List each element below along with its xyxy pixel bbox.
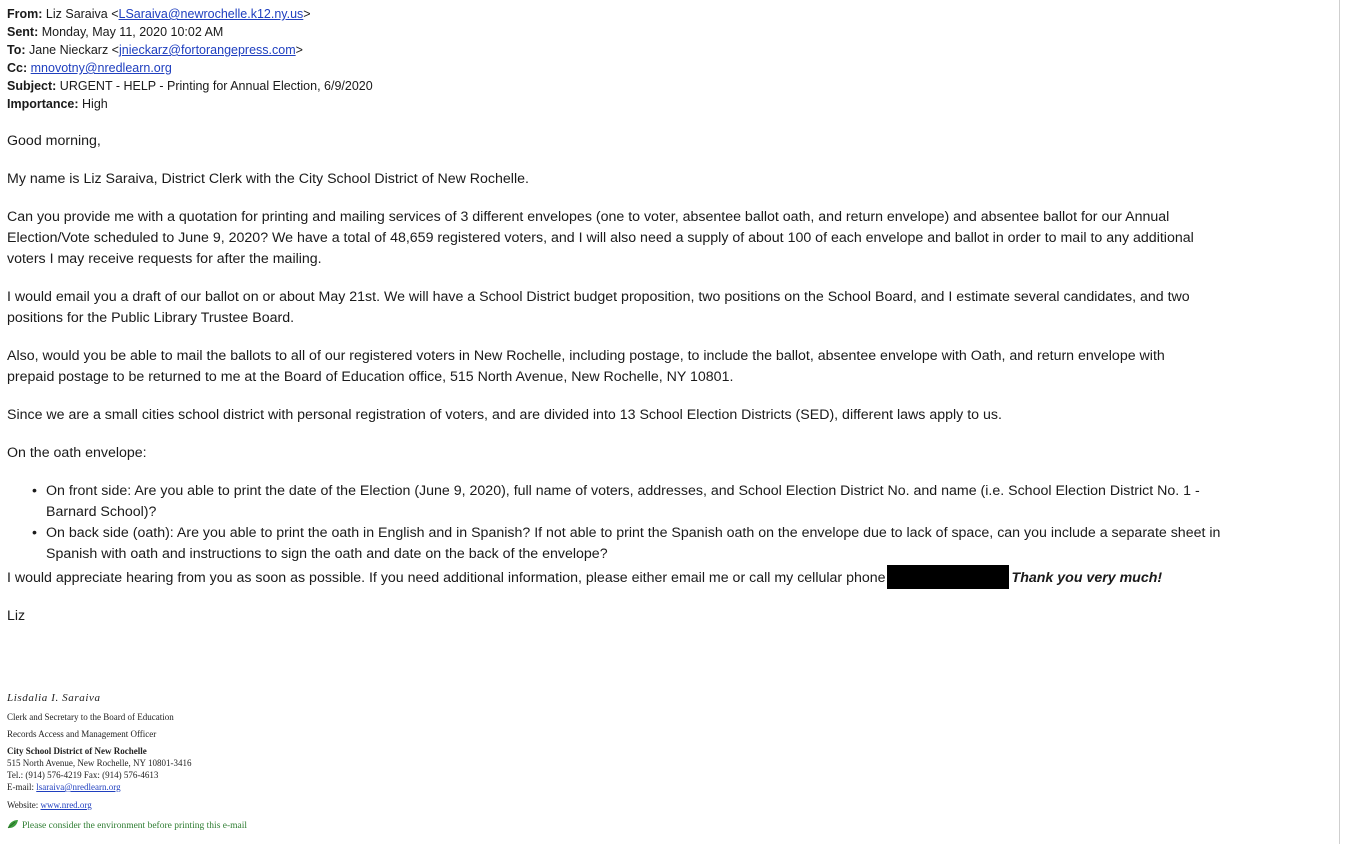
paragraph-oath-intro: On the oath envelope: <box>7 445 147 461</box>
email-headers <box>7 5 373 113</box>
signature-email-link[interactable]: lsaraiva@nredlearn.org <box>36 782 121 792</box>
environment-note <box>7 819 247 832</box>
from-label: From: <box>7 7 43 21</box>
signature-website-label: Website: <box>7 800 41 810</box>
signature-name: Lisdalia I. Saraiva <box>7 692 101 704</box>
header-cc <box>7 59 373 77</box>
signature-website-row <box>7 799 247 811</box>
line: On back side (oath): Are you able to print the oath in English and in Spanish? If not able to print the Spanish oath on the envelope due to lack of space, can you include a separate sheet in <box>46 525 1221 541</box>
signature-title-1: Clerk and Secretary to the Board of Education <box>7 712 174 722</box>
header-sent <box>7 23 373 41</box>
line: positions for the Public Library Trustee Board. <box>7 310 295 326</box>
signoff: Liz <box>7 608 26 624</box>
line: Also, would you be able to mail the ballots to all of our registered voters in New Rochelle, including postage, to include the ballot, absentee envelope with Oath, and return envelope with <box>7 348 1165 364</box>
from-email-link[interactable]: LSaraiva@newrochelle.k12.ny.us <box>118 7 304 21</box>
bullet-back-side <box>46 523 1335 565</box>
line: Election/Vote scheduled to June 9, 2020? We have a total of 48,659 registered voters, and I will also need a supply of about 100 of each envelope and ballot in order to mail to any additional <box>7 230 1194 246</box>
line: Barnard School)? <box>46 504 157 520</box>
window-edge <box>1339 0 1340 844</box>
paragraph-intro: My name is Liz Saraiva, District Clerk with the City School District of New Rochelle. <box>7 171 529 187</box>
line: Can you provide me with a quotation for printing and mailing services of 3 different envelopes (one to voter, absentee ballot oath, and return envelope) and absentee ballot for our Annual <box>7 209 1170 225</box>
paragraph-closing <box>7 565 1335 589</box>
signature-address: 515 North Avenue, New Rochelle, NY 10801-3416 <box>7 758 192 768</box>
leaf-icon <box>7 819 19 829</box>
email-body <box>7 131 1335 644</box>
importance-label: Importance: <box>7 97 79 111</box>
header-importance <box>7 95 373 113</box>
importance-value: High <box>82 97 108 111</box>
line: Spanish with oath and instructions to sign the oath and date on the back of the envelope? <box>46 546 608 562</box>
signature-org: City School District of New Rochelle <box>7 746 147 756</box>
line: prepaid postage to be returned to me at the Board of Education office, 515 North Avenue, New Rochelle, NY 10801. <box>7 369 734 385</box>
header-to <box>7 41 373 59</box>
email-signature <box>7 692 247 832</box>
subject-value: URGENT - HELP - Printing for Annual Election, 6/9/2020 <box>59 79 373 93</box>
email-page <box>7 0 1337 844</box>
environment-note-text: Please consider the environment before printing this e-mail <box>22 821 248 831</box>
header-subject <box>7 77 373 95</box>
paragraph-districts: Since we are a small cities school district with personal registration of voters, and are divided into 13 School Election Districts (SED), different laws apply to us. <box>7 407 1002 423</box>
redaction-box <box>887 565 1009 589</box>
sent-value: Monday, May 11, 2020 10:02 AM <box>41 25 224 39</box>
from-name: Liz Saraiva < <box>45 7 119 21</box>
greeting: Good morning, <box>7 133 101 149</box>
paragraph-mailing <box>7 346 1335 388</box>
from-close: > <box>303 7 311 21</box>
bullet-front-side <box>46 481 1335 523</box>
sent-label: Sent: <box>7 25 39 39</box>
header-from <box>7 5 373 23</box>
signature-email-label: E-mail: <box>7 782 37 792</box>
oath-bullet-list <box>7 481 1335 565</box>
signature-phone: Tel.: (914) 576-4219 Fax: (914) 576-4613 <box>7 770 159 780</box>
signature-email-row <box>7 781 247 793</box>
line: On front side: Are you able to print the date of the Election (June 9, 2020), full name of voters, addresses, and School Election District No. and name (i.e. School Election District No. 1 - <box>46 483 1200 499</box>
to-name: Jane Nieckarz < <box>29 43 119 57</box>
signature-website-link[interactable]: www.nred.org <box>40 800 92 810</box>
to-email-link[interactable]: jnieckarz@fortorangepress.com <box>118 43 296 57</box>
paragraph-quotation <box>7 207 1335 270</box>
subject-label: Subject: <box>7 79 57 93</box>
cc-label: Cc: <box>7 61 28 75</box>
signature-title-2: Records Access and Management Officer <box>7 729 157 739</box>
cc-email-link[interactable]: mnovotny@nredlearn.org <box>30 61 172 75</box>
to-label: To: <box>7 43 26 57</box>
to-close: > <box>295 43 303 57</box>
paragraph-ballot-draft <box>7 287 1335 329</box>
thanks-text: Thank you very much! <box>1011 570 1163 586</box>
line: I would email you a draft of our ballot on or about May 21st. We will have a School District budget proposition, two positions on the School Board, and I estimate several candidates, and two <box>7 289 1190 305</box>
closing-text: I would appreciate hearing from you as soon as possible. If you need additional information, please either email me or call my cellular phone <box>7 570 886 586</box>
line: voters I may receive requests for after the mailing. <box>7 251 322 267</box>
